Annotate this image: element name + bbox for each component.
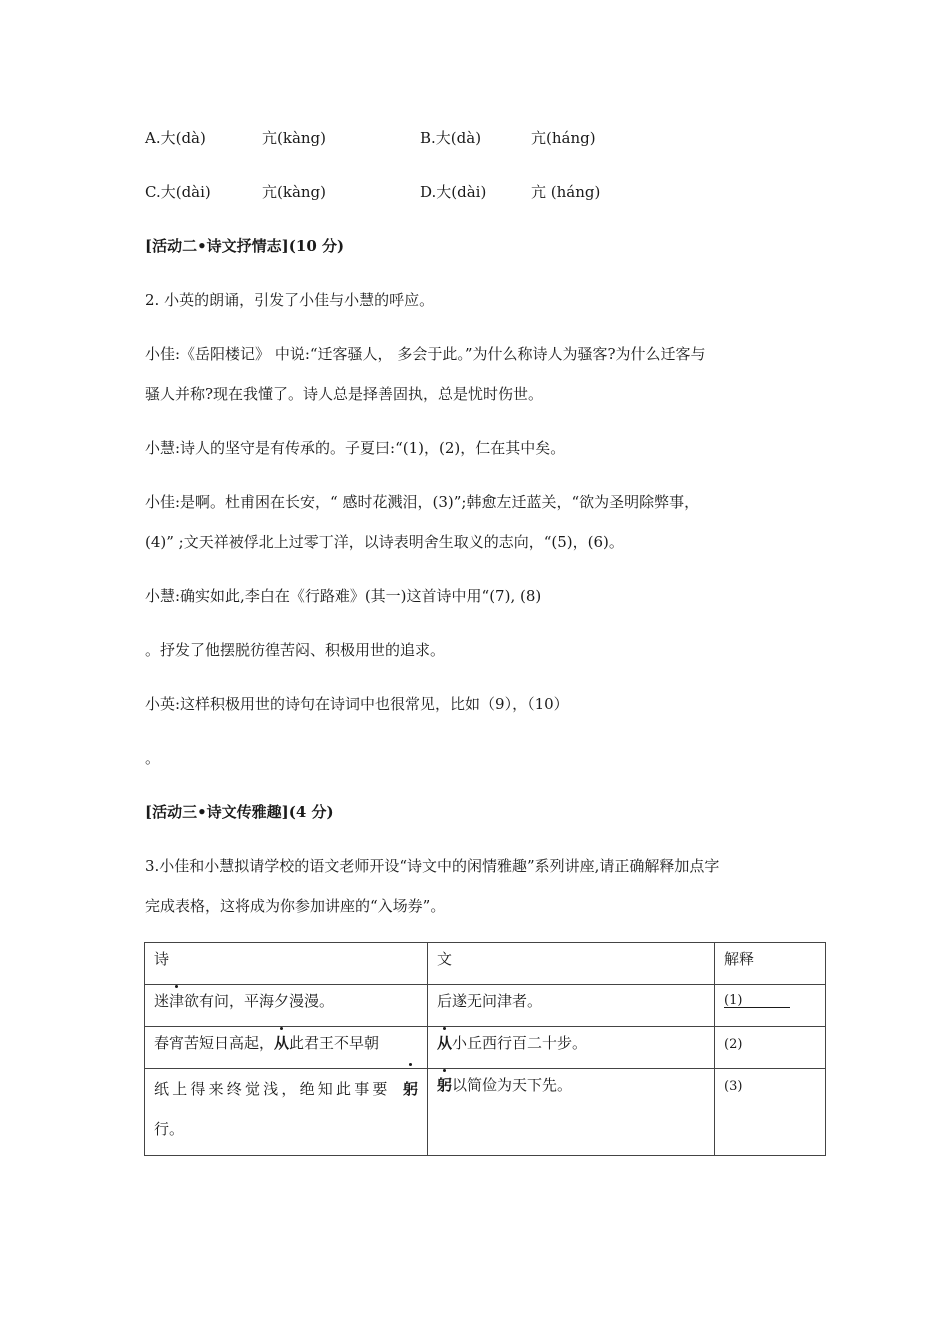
- header-prose: 文: [428, 943, 715, 985]
- poem-cell: [145, 1027, 428, 1069]
- explain-cell[interactable]: [715, 1069, 826, 1156]
- prose-text: 小丘西行百二十步。: [452, 1034, 588, 1052]
- option-d-reading: 亢 (háng): [531, 183, 601, 201]
- q2-para4-line1: 小慧:确实如此,李白在《行路难》(其一)这首诗中用“(7), (8): [145, 587, 542, 605]
- table-row: [145, 985, 826, 1027]
- poem-text: 纸上得来终觉浅，绝知此事要: [154, 1080, 391, 1098]
- header-poem: 诗: [145, 943, 428, 985]
- q2-para5-line2: 。: [145, 749, 161, 767]
- header-explain: 解释: [715, 943, 826, 985]
- poem-text: 此君王不早朝: [289, 1034, 380, 1052]
- q3-line1: 3.小佳和小慧拟请学校的语文老师开设“诗文中的闲情雅趣”系列讲座,请正确解释加点字: [145, 857, 720, 875]
- vocab-table: [144, 942, 826, 1156]
- option-c-reading: 亢(kàng): [262, 183, 326, 201]
- option-b-reading: 亢(háng): [531, 129, 596, 147]
- option-b-label: B.大(dà): [420, 129, 482, 147]
- prose-text: 以简俭为天下先。: [452, 1076, 573, 1094]
- poem-text: 欲有问，平海夕漫漫。: [184, 992, 335, 1010]
- q2-para3-line2: (4)” ;文天祥被俘北上过零丁洋，以诗表明舍生取义的志向，“(5)，(6)。: [145, 533, 624, 551]
- dotted-char: 从: [437, 1034, 453, 1052]
- option-a-label: A.大(dà): [145, 129, 206, 147]
- answer-blank[interactable]: (3): [724, 1079, 743, 1094]
- poem-cell: [145, 985, 428, 1027]
- q2-para5-line1: 小英:这样积极用世的诗句在诗词中也很常见，比如（9），（10）: [145, 695, 569, 713]
- table-row: [145, 1027, 826, 1069]
- q2-para4-line2: 。抒发了他摆脱彷徨苦闷、积极用世的追求。: [145, 641, 446, 659]
- option-c-label: C.大(dài): [145, 183, 211, 201]
- table-row: [145, 1069, 826, 1156]
- dotted-char: 从: [274, 1034, 290, 1052]
- q2-para1-line2: 骚人并称?现在我懂了。诗人总是择善固执，总是忧时伤世。: [145, 385, 544, 403]
- poem-text: 迷: [154, 992, 170, 1010]
- answer-blank[interactable]: (1): [724, 991, 790, 1008]
- prose-cell: 后遂无问津者。: [428, 985, 715, 1027]
- activity2-heading: [活动二•诗文抒情志](10 分): [145, 237, 345, 255]
- dotted-char: 躬: [403, 1069, 418, 1109]
- q2-para3-line1: 小佳:是啊。杜甫困在长安，“ 感时花溅泪，(3)”;韩愈左迁蓝关，“欲为圣明除弊事，: [145, 493, 700, 511]
- poem-text: 春宵苦短日高起，: [154, 1034, 275, 1052]
- option-a-reading: 亢(kàng): [262, 129, 326, 147]
- option-d-label: D.大(dài): [420, 183, 487, 201]
- dotted-char: 躬: [437, 1076, 453, 1094]
- dotted-char: 津: [169, 992, 185, 1010]
- answer-blank[interactable]: (2): [724, 1037, 743, 1052]
- poem-text: 行。: [154, 1120, 185, 1138]
- table-header-row: [145, 943, 826, 985]
- explain-cell[interactable]: [715, 1027, 826, 1069]
- prose-cell: [428, 1069, 715, 1156]
- explain-cell[interactable]: [715, 985, 826, 1027]
- q2-para2: 小慧:诗人的坚守是有传承的。子夏曰:“(1)，(2)，仁在其中矣。: [145, 439, 566, 457]
- prose-cell: [428, 1027, 715, 1069]
- activity3-heading: [活动三•诗文传雅趣](4 分): [145, 803, 334, 821]
- q3-line2: 完成表格，这将成为你参加讲座的“入场券”。: [145, 897, 446, 915]
- q2-para1-line1: 小佳:《岳阳楼记》 中说:“迁客骚人， 多会于此。”为什么称诗人为骚客?为什么迁客与: [145, 345, 706, 363]
- q2-intro: 2. 小英的朗诵，引发了小佳与小慧的呼应。: [145, 291, 435, 309]
- poem-cell: [145, 1069, 428, 1156]
